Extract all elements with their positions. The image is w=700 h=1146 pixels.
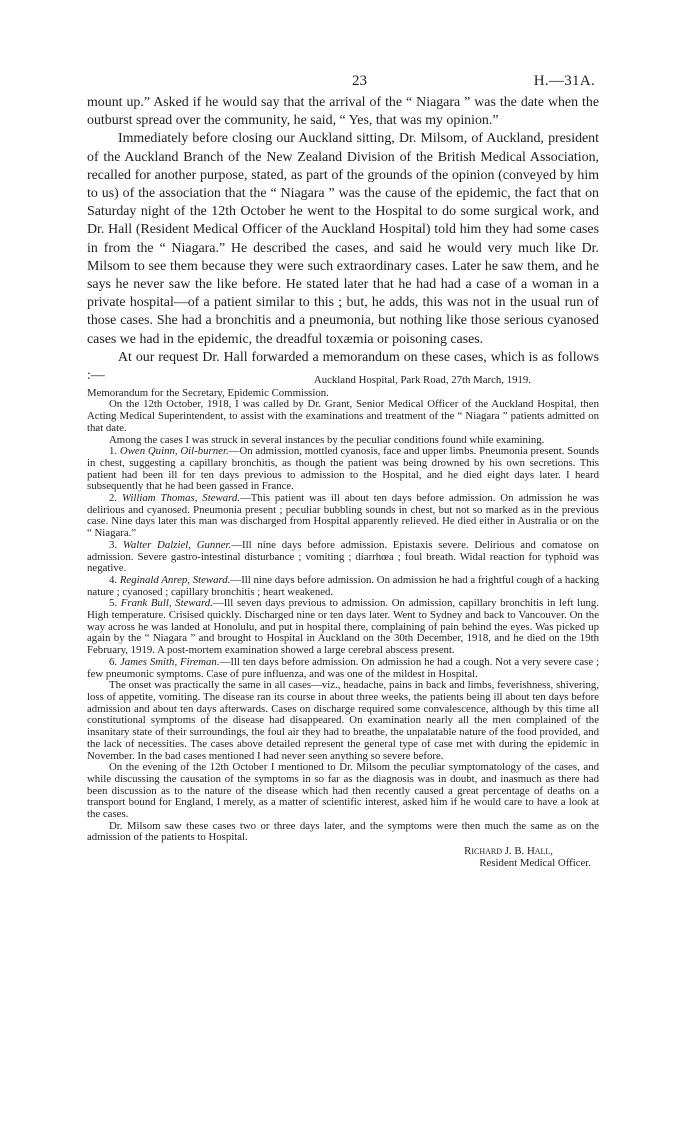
- memo-salutation: Memorandum for the Secretary, Epidemic Commission.: [87, 386, 329, 399]
- case-text: —Ill seven days previous to admission. On admission, capillary bronchitis in left lung. High temperature. Crisised quickly. Discharged nine or ten days later. Went to Sydney and back to Vancouver. On the way across he was landed at Honolulu, and put in hospital there, complaining of pain behind the eyes. Was picked up again by the “ Niagara ” and brought to Hospital in Auckland on the 30th December, 1918, and he died on the 19th February, 1919. A post-mortem examination showed a large cerebral abscess present.: [87, 597, 600, 657]
- case-number: 6.: [109, 655, 118, 668]
- page-number: 23: [352, 73, 367, 89]
- main-text: [87, 94, 599, 385]
- paragraph-milsom-evidence: Immediately before closing our Auckland sitting, Dr. Milsom, of Auckland, president of the Auckland Branch of the New Zealand Division of the British Medical Association, recalled for another purpose, stated, as part of the grounds of the opinion (conveyed by him to us) of the association that the “ Niagara ” was the cause of the epidemic, the fact that on Saturday night of the 12th October he went to the Hospital to do some surgical work, and Dr. Hall (Resident Medical Officer of the Auckland Hospital) told him they had some cases in from the “ Niagara.” He described the cases, and said he would very much like Dr. Milsom to see them because they were such extraordinary cases. Later he saw them, and he says he never saw the like before. He stated later that he had had a case of a woman in a private hospital—of a patient similar to this ; but, he adds, this was not in the usual run of those cases. She had a bronchitis and a pneumonia, but nothing like those serious cyanosed cases we had in the epidemic, the dreadful toxæmia or poisoning cases.: [87, 131, 599, 347]
- paragraph-memorandum-intro: At our request Dr. Hall forwarded a memorandum on these cases, which is as follows :—: [87, 349, 599, 384]
- case-name: Owen Quinn, Oil-burner.: [119, 445, 229, 458]
- paragraph-continuation: mount up.” Asked if he would say that the arrival of the “ Niagara ” was the date when the outburst spread over the community, he said, “ Yes, that was my opinion.”: [87, 95, 599, 129]
- case-name: William Thomas, Steward.: [122, 492, 240, 505]
- case-text: —Ill nine days before admission. On admission he had a frightful cough of a hacking nature ; cyanosed ; capillary bronchitis ; heart weakened.: [87, 573, 600, 598]
- memo-paragraph: The onset was practically the same in all cases—viz., headache, pains in back and limbs, feverishness, shivering, loss of appetite, vomiting. The disease ran its course in about three weeks, the patients being ill about ten days before admission and about ten days afterwards. Cases on discharge required some convalescence, although by this time all constitutional symptoms of the disease had disappeared. On examination nearly all the men complained of the insanitary state of their surroundings, the foul air they had to breathe, the unpalatable nature of the food provided, and the lack of necessities. The cases above detailed represent the general type of case met with during the epidemic in November. In the bad cases mentioned I had never seen anything so severe before.: [87, 679, 599, 762]
- memo-paragraph: Dr. Milsom saw these cases two or three days later, and the symptoms were then much the same as on the admission of the patients to Hospital.: [87, 819, 599, 844]
- memo-address: Auckland Hospital, Park Road, 27th March, 1919.: [313, 374, 531, 386]
- case-number: 2.: [109, 492, 118, 505]
- case-name: Reginald Anrep, Steward.: [119, 573, 231, 586]
- signature-title: Resident Medical Officer.: [479, 856, 591, 869]
- case-name: Walter Dalziel, Gunner.: [122, 538, 232, 551]
- case-number: 4.: [109, 573, 118, 586]
- memo-paragraph: On the 12th October, 1918, I was called by Dr. Grant, Senior Medical Officer of the Auckland Hospital, then Acting Medical Superintendent, to assist with the examinations and treatment of the “ Niagara ” patients admitted on that date.: [87, 398, 599, 434]
- memo-paragraph: Among the cases I was struck in several instances by the peculiar conditions found while examining.: [109, 433, 545, 446]
- memo-paragraph: On the evening of the 12th October I mentioned to Dr. Milsom the peculiar symptomatology of the cases, and while discussing the causation of the symptoms in so far as the diagnosis was in doubt, and inasmuch as there had been discussion as to the nature of the disease which had then recently caused a great percentage of deaths on a transport bound for England, I merely, as a matter of scientific interest, asked him if he would care to have a look at the cases.: [87, 761, 599, 821]
- case-entry: [87, 446, 599, 493]
- case-entry: [87, 493, 599, 540]
- case-number: 5.: [109, 597, 118, 610]
- case-entry: [87, 575, 599, 598]
- case-number: 3.: [109, 538, 118, 551]
- case-name: James Smith, Fireman.: [120, 655, 220, 668]
- case-name: Frank Bull, Steward.: [120, 597, 213, 610]
- case-entry: [87, 657, 599, 680]
- document-reference: H.—31A.: [533, 73, 595, 89]
- case-number: 1.: [109, 445, 118, 458]
- case-text: —This patient was ill about ten days before admission. On admission he was delirious and cyanosed. Pneumonia present ; peculiar bubbling sounds in chest, but not so marked as in the previous case. Nine days later this man was discharged from Hospital apparently relieved. He died either in Australia or on the “ Niagara.”: [87, 492, 599, 540]
- case-entry: [87, 598, 599, 657]
- case-text: —On admission, mottled cyanosis, face and upper limbs. Pneumonia present. Sounds in chest, suggesting a capillary bronchitis, as though the patient was being drowned by his own secretions. This patient had been ill for ten days previous to admission to the Hospital, and he died eight days later. I heard subsequently that he had been gassed in France.: [87, 445, 599, 493]
- page-header: [0, 73, 700, 93]
- signature-name: Richard J. B. Hall,: [464, 845, 553, 858]
- case-text: —Ill ten days before admission. On admission he had a cough. Not a very severe case ; few pneumonic symptoms. Case of pure influenza, and was one of the mildest in Hospital.: [87, 655, 600, 680]
- case-entry: [87, 540, 599, 575]
- case-text: —Ill nine days before admission. Epistaxis severe. Delirious and comatose on admission. Severe gastro-intestinal disturbance ; vomiting ; diarrhœa ; foul breath. Widal reaction for typhoid was negative.: [87, 538, 599, 575]
- memorandum: [87, 375, 599, 870]
